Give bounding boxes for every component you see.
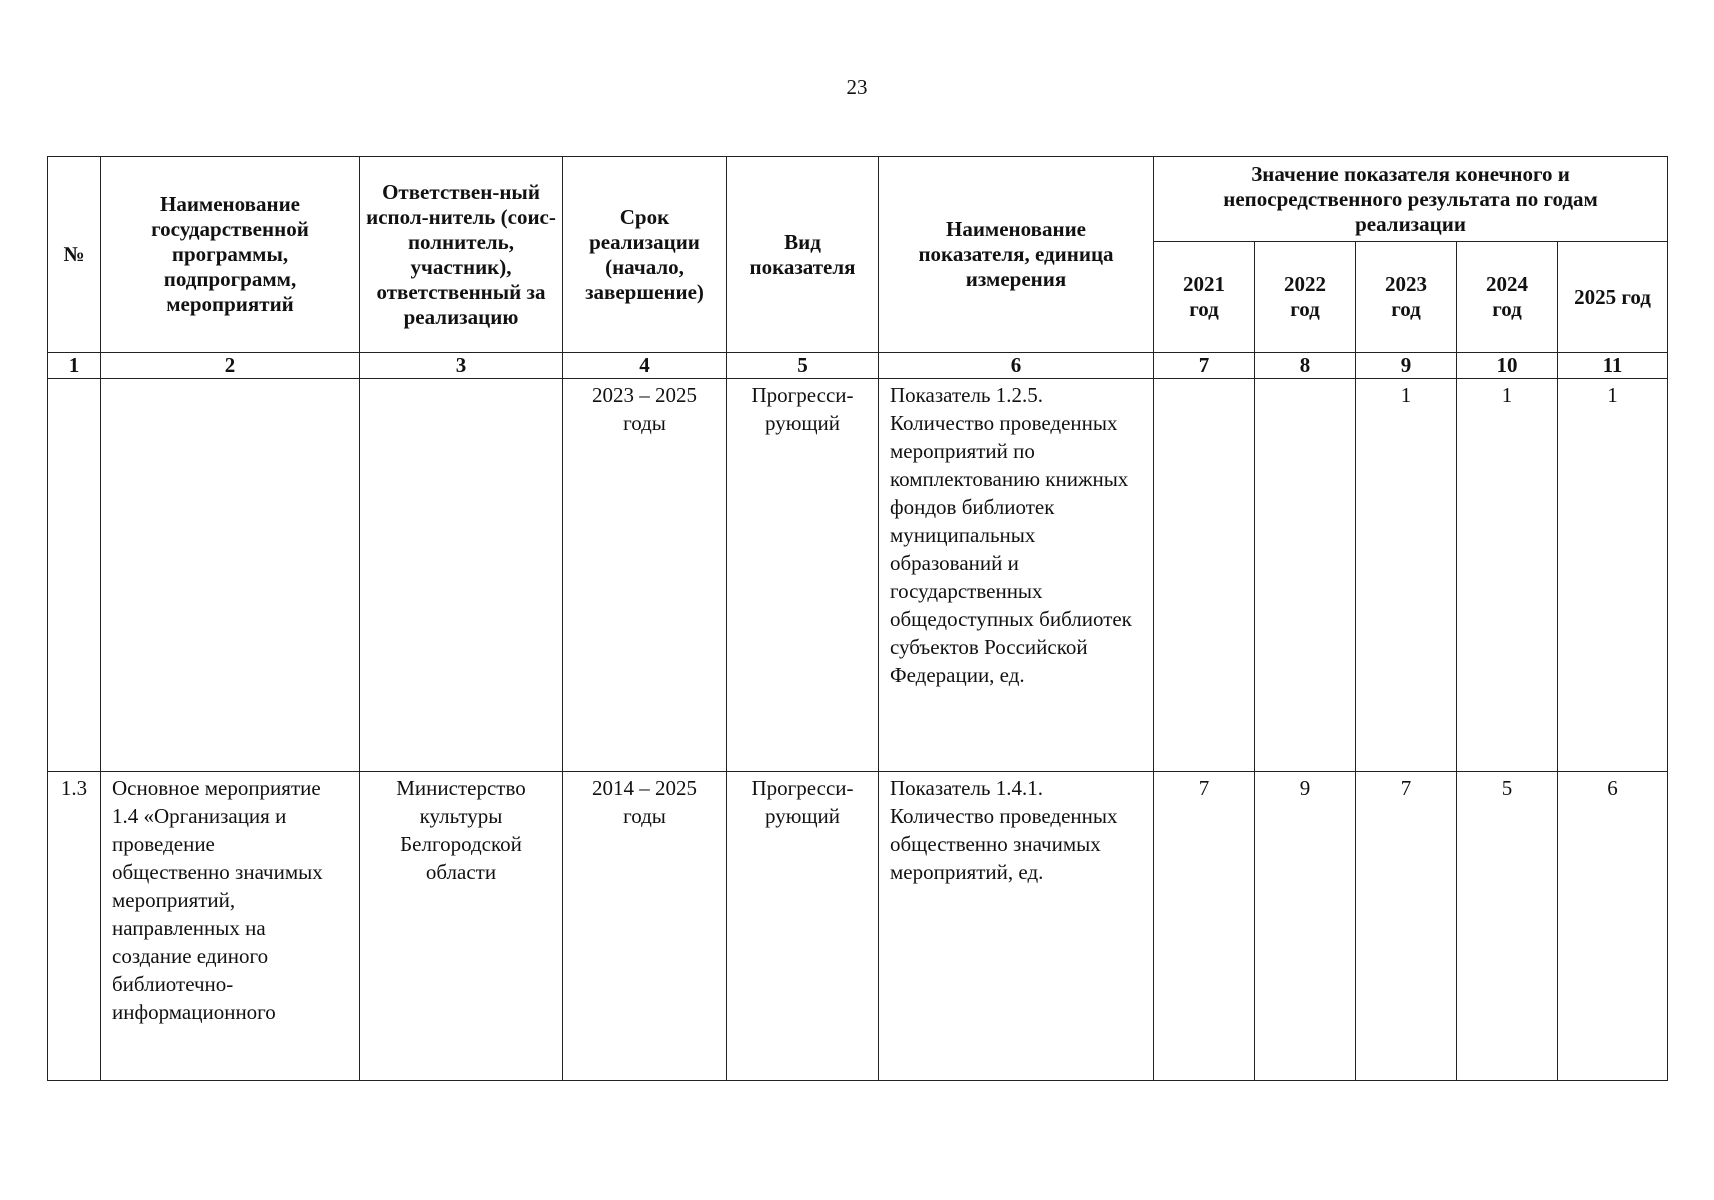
row-value: 7 [1356,772,1457,1081]
row-value: 1 [1558,379,1668,772]
header-period: Срок реализации (начало, завершение) [563,157,727,353]
row-program [101,772,360,1081]
row-executor [360,379,563,772]
column-number: 7 [1154,353,1255,379]
row-value [1154,379,1255,772]
row-value: 6 [1558,772,1668,1081]
header-year: 2024 год [1457,242,1558,353]
table-row [48,772,1668,1081]
header-year: 2025 год [1558,242,1668,353]
row-indicator-type: Прогресси-рующий [727,379,879,772]
row-num: 1.3 [48,772,101,1081]
column-number: 2 [101,353,360,379]
row-value [1255,379,1356,772]
header-program: Наименование государственной программы, подпрограмм, мероприятий [101,157,360,353]
header-year: 2021 год [1154,242,1255,353]
row-program-text: Основное мероприятие 1.4 «Организация и проведение общественно значимых мероприятий, направленных на создание единого библиотечно-информационного [112,776,323,1024]
row-num [48,379,101,772]
header-indicator-name: Наименование показателя, единица измерения [879,157,1154,353]
row-program [101,379,360,772]
page-number: 23 [846,75,868,99]
column-number: 4 [563,353,727,379]
column-number: 10 [1457,353,1558,379]
row-executor: Министерство культуры Белгородской области [360,772,563,1081]
column-number: 3 [360,353,563,379]
row-value: 7 [1154,772,1255,1081]
row-value: 1 [1457,379,1558,772]
column-numbers-row [48,353,1668,379]
header-year: 2022 год [1255,242,1356,353]
header-executor: Ответствен-ный испол-нитель (соис-полнитель, участник), ответственный за реализацию [360,157,563,353]
column-number: 5 [727,353,879,379]
row-indicator-name: Показатель 1.4.1. Количество проведенных общественно значимых мероприятий, ед. [879,772,1154,1081]
column-number: 1 [48,353,101,379]
indicators-table [47,156,1668,1081]
row-value: 9 [1255,772,1356,1081]
header-indicator-type: Вид показателя [727,157,879,353]
column-number: 9 [1356,353,1457,379]
header-values-group: Значение показателя конечного и непосредственного результата по годам реализации [1154,157,1668,242]
table-row [48,379,1668,772]
row-period: 2023 – 2025 годы [563,379,727,772]
column-number: 11 [1558,353,1668,379]
column-number: 8 [1255,353,1356,379]
header-year: 2023 год [1356,242,1457,353]
row-value: 1 [1356,379,1457,772]
row-indicator-type: Прогресси-рующий [727,772,879,1081]
row-value: 5 [1457,772,1558,1081]
header-num: № [48,157,101,353]
row-indicator-name: Показатель 1.2.5. Количество проведенных мероприятий по комплектованию книжных фондов библиотек муниципальных образований и государственных общедоступных библиотек субъектов Российской Федерации, ед. [879,379,1154,772]
column-number: 6 [879,353,1154,379]
header-row [48,157,1668,242]
row-period: 2014 – 2025 годы [563,772,727,1081]
